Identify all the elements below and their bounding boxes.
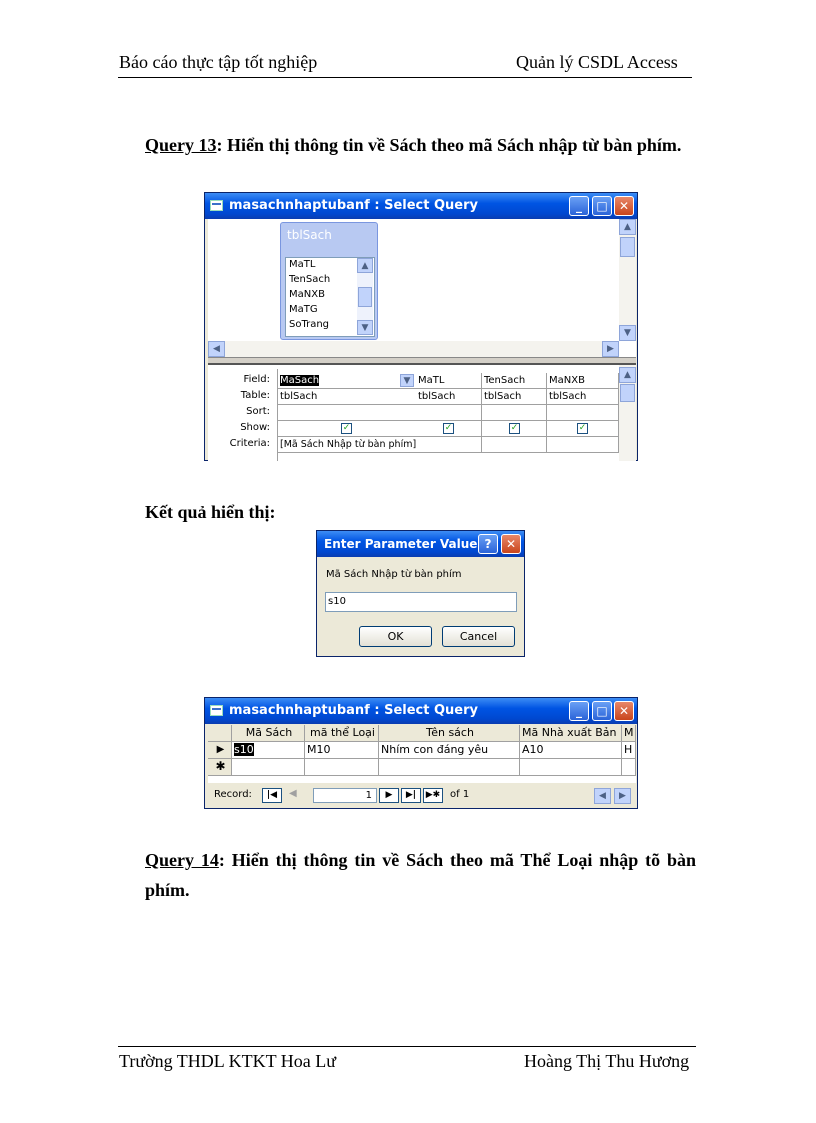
dialog-title: Enter Parameter Value (324, 537, 478, 551)
header-right: Quản lý CSDL Access (516, 52, 678, 72)
scroll-left-icon[interactable]: ◀ (594, 788, 611, 804)
row-label: Table: (240, 390, 270, 401)
show-cell (547, 421, 619, 437)
sort-cell[interactable] (416, 405, 482, 421)
grid-column (416, 369, 482, 461)
column-header[interactable]: mã thể Loại (305, 725, 379, 742)
field-item[interactable]: MaTL (289, 259, 316, 270)
scroll-thumb[interactable] (620, 384, 635, 402)
grid-column (277, 369, 417, 461)
field-value: MaSach (280, 375, 320, 386)
field-cell[interactable] (278, 373, 417, 389)
query14-text: : Hiển thị thông tin về Sách theo mã Thể Loại nhập tõ bàn phím. (145, 850, 696, 900)
ok-button[interactable]: OK (359, 626, 432, 647)
cancel-button[interactable]: Cancel (442, 626, 515, 647)
data-cell[interactable]: H (622, 742, 636, 759)
scroll-right-icon[interactable]: ▶ (602, 341, 619, 357)
fieldlist-box (285, 257, 375, 337)
fieldlist-title: tblSach (287, 228, 332, 242)
grid-vscroll[interactable] (619, 365, 636, 461)
datasheet-titlebar (205, 698, 637, 724)
field-item[interactable]: MaNXB (289, 289, 325, 300)
selector-header[interactable] (208, 725, 232, 742)
field-item[interactable]: TenSach (289, 274, 331, 285)
result-label: Kết quả hiển thị: (145, 502, 276, 522)
criteria-cell[interactable]: [Mã Sách Nhập từ bàn phím] (278, 437, 417, 453)
sort-cell[interactable] (547, 405, 619, 421)
previous-record-icon[interactable]: ◀ (289, 788, 297, 799)
checkbox-checked-icon[interactable]: ✓ (444, 423, 453, 433)
scroll-up-icon[interactable]: ▲ (619, 219, 636, 235)
scroll-up-icon[interactable]: ▲ (619, 367, 636, 383)
data-cell[interactable] (379, 759, 520, 776)
sort-cell[interactable] (278, 405, 417, 421)
close-button[interactable]: ✕ (614, 196, 634, 216)
query14-heading (145, 845, 696, 905)
row-label: Sort: (246, 406, 270, 417)
query-icon (210, 200, 223, 211)
table-cell[interactable]: tblSach (416, 389, 482, 405)
header-rule (118, 77, 692, 78)
table-cell[interactable]: tblSach (547, 389, 619, 405)
design-title: masachnhaptubanf : Select Query (229, 198, 478, 213)
selected-value: s10 (234, 743, 254, 756)
new-record-icon[interactable]: ✱ (208, 759, 232, 776)
column-header[interactable]: Mã Sách (232, 725, 305, 742)
scroll-left-icon[interactable]: ◀ (208, 341, 225, 357)
row-label: Field: (243, 374, 270, 385)
parameter-input[interactable]: s10 (325, 592, 517, 612)
field-item[interactable]: SoTrang (289, 319, 330, 330)
criteria-cell[interactable] (547, 437, 619, 453)
show-cell (416, 421, 482, 437)
field-cell[interactable]: MaTL (416, 373, 482, 389)
data-cell[interactable]: Nhím con đáng yêu (379, 742, 520, 759)
show-cell (482, 421, 547, 437)
datasheet-grid (208, 725, 636, 783)
sort-cell[interactable] (482, 405, 547, 421)
scroll-up-icon[interactable]: ▲ (357, 258, 373, 273)
record-number-input[interactable]: 1 (313, 788, 377, 803)
record-count: of 1 (450, 789, 470, 800)
chevron-down-icon[interactable]: ▼ (400, 374, 414, 387)
datasheet-window (204, 697, 638, 809)
field-item[interactable]: MaTG (289, 304, 318, 315)
next-record-icon[interactable]: ▶ (379, 788, 399, 803)
scroll-down-icon[interactable]: ▼ (357, 320, 373, 335)
checkbox-checked-icon[interactable]: ✓ (578, 423, 587, 433)
scroll-right-icon[interactable]: ▶ (614, 788, 631, 804)
close-button[interactable]: ✕ (614, 701, 634, 721)
pane-hscroll[interactable] (208, 341, 619, 357)
show-cell (278, 421, 417, 437)
record-label: Record: (214, 789, 252, 800)
table-cell[interactable]: tblSach (482, 389, 547, 405)
table-cell[interactable]: tblSach (278, 389, 417, 405)
record-selector-icon[interactable]: ▶ (208, 742, 232, 759)
pane-splitter[interactable] (208, 358, 636, 365)
minimize-button[interactable]: _ (569, 701, 589, 721)
grid-column (547, 369, 619, 461)
data-cell[interactable] (232, 742, 305, 759)
criteria-cell[interactable] (416, 437, 482, 453)
data-cell[interactable] (520, 759, 622, 776)
query-icon (210, 705, 223, 716)
data-cell[interactable] (305, 759, 379, 776)
checkbox-checked-icon[interactable]: ✓ (510, 423, 519, 433)
data-cell[interactable] (232, 759, 305, 776)
first-record-icon[interactable]: |◀ (262, 788, 282, 803)
query14-label: Query 14 (145, 850, 219, 870)
footer-left: Trường THDL KTKT Hoa Lư (119, 1051, 337, 1071)
field-cell[interactable]: TenSach (482, 373, 547, 389)
maximize-button[interactable]: □ (592, 701, 612, 721)
minimize-button[interactable]: _ (569, 196, 589, 216)
footer-right: Hoàng Thị Thu Hương (524, 1051, 690, 1071)
parameter-dialog (316, 530, 525, 657)
column-header[interactable]: Tên sách (379, 725, 520, 742)
maximize-button[interactable]: □ (592, 196, 612, 216)
query-design-window (204, 192, 638, 461)
row-label: Criteria: (229, 438, 270, 449)
table-pane (208, 219, 636, 358)
column-header[interactable]: Mã Nhà xuất Bản (520, 725, 622, 742)
data-cell[interactable]: A10 (520, 742, 622, 759)
data-cell[interactable] (622, 759, 636, 776)
last-record-icon[interactable]: ▶| (401, 788, 421, 803)
pane-vscroll[interactable] (619, 219, 636, 341)
qbe-grid (208, 365, 636, 461)
new-record-nav-icon[interactable]: ▶✱ (423, 788, 443, 803)
query13-text: : Hiển thị thông tin về Sách theo mã Sách nhập từ bàn phím. (216, 135, 682, 155)
scroll-thumb[interactable] (620, 237, 635, 257)
help-icon[interactable]: ? (478, 534, 498, 554)
fieldlist-scroll-thumb[interactable] (358, 287, 372, 307)
record-navigation (208, 785, 636, 807)
query13-heading (145, 130, 696, 160)
query13-label: Query 13 (145, 135, 217, 155)
footer-rule (118, 1046, 696, 1047)
close-button[interactable]: ✕ (501, 534, 521, 554)
column-header[interactable]: M (622, 725, 636, 742)
grid-column (482, 369, 547, 461)
field-cell[interactable]: MaNXB (547, 373, 619, 389)
row-label: Show: (240, 422, 270, 433)
design-titlebar (205, 193, 637, 219)
data-cell[interactable]: M10 (305, 742, 379, 759)
header-left: Báo cáo thực tập tốt nghiệp (119, 52, 318, 72)
datasheet-title: masachnhaptubanf : Select Query (229, 703, 478, 718)
scroll-down-icon[interactable]: ▼ (619, 325, 636, 341)
checkbox-checked-icon[interactable]: ✓ (342, 423, 351, 433)
dialog-prompt: Mã Sách Nhập từ bàn phím (326, 569, 462, 580)
criteria-cell[interactable] (482, 437, 547, 453)
dialog-titlebar (317, 531, 524, 557)
tblsach-fieldlist[interactable] (280, 222, 378, 340)
